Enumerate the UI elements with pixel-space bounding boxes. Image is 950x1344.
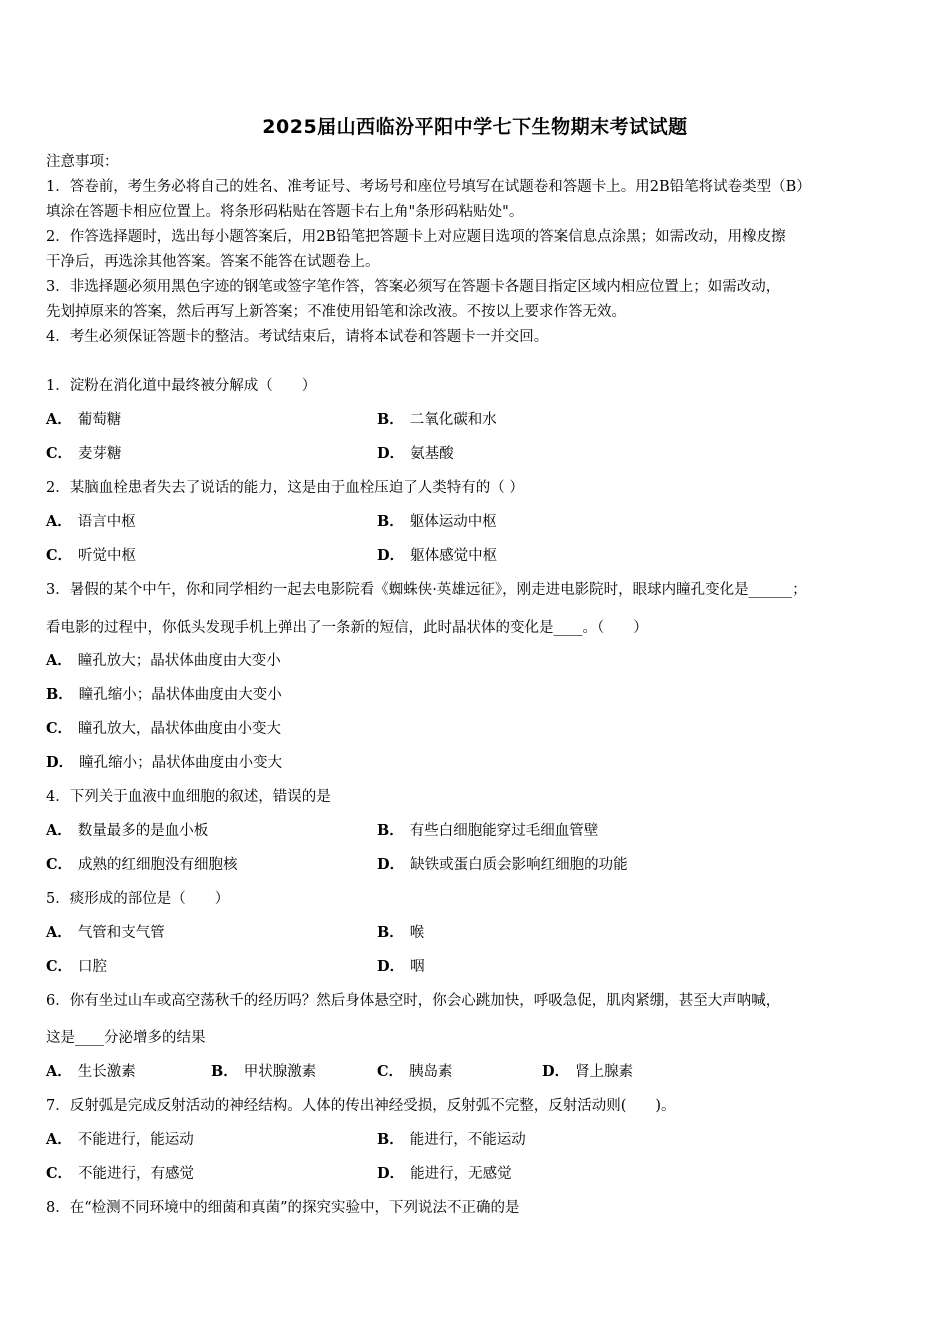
question-stem: 1．淀粉在消化道中最终被分解成（ ） xyxy=(46,378,317,394)
option-c: C． 不能进行，有感觉 xyxy=(46,1165,195,1182)
option-b: B． 躯体运动中枢 xyxy=(377,513,497,530)
option-c: C． 口腔 xyxy=(46,958,108,975)
question-stem: 4．下列关于血液中血细胞的叙述，错误的是 xyxy=(46,789,331,805)
option-a: A． 语言中枢 xyxy=(46,513,136,530)
question-stem: 7．反射弧是完成反射活动的神经结构。人体的传出神经受损，反射弧不完整，反射活动则( )。 xyxy=(46,1098,676,1114)
option-a: A． 葡萄糖 xyxy=(46,411,122,428)
notice-line: 3．非选择题必须用黑色字迹的钢笔或签字笔作答，答案必须写在答题卡各题目指定区域内相应位置上；如需改动， xyxy=(46,279,781,295)
option-d: D． 氨基酸 xyxy=(377,445,454,462)
option-d: D． 能进行，无感觉 xyxy=(377,1165,512,1182)
option-b: B． 瞳孔缩小；晶状体曲度由大变小 xyxy=(46,686,282,703)
question-stem-continued: 这是____分泌增多的结果 xyxy=(46,1030,206,1046)
question-stem: 8．在“检测不同环境中的细菌和真菌”的探究实验中，下列说法不正确的是 xyxy=(46,1200,520,1216)
option-d: D． 缺铁或蛋白质会影响红细胞的功能 xyxy=(377,856,628,873)
notice-line: 先划掉原来的答案，然后再写上新答案；不准使用铅笔和涂改液。不按以上要求作答无效。 xyxy=(46,304,626,320)
option-c: C． 胰岛素 xyxy=(377,1063,453,1080)
option-b: B． 喉 xyxy=(377,924,425,941)
option-c: C． 听觉中枢 xyxy=(46,547,137,564)
option-a: A． 生长激素 xyxy=(46,1063,136,1080)
question-stem-continued: 看电影的过程中，你低头发现手机上弹出了一条新的短信，此时晶状体的变化是____。（ ） xyxy=(46,620,648,636)
notice-line: 填涂在答题卡相应位置上。将条形码粘贴在答题卡右上角"条形码粘贴处"。 xyxy=(46,204,524,220)
option-c: C． 瞳孔放大，晶状体曲度由小变大 xyxy=(46,720,282,737)
option-c: C． 麦芽糖 xyxy=(46,445,122,462)
option-d: D． 咽 xyxy=(377,958,425,975)
option-b: B． 二氧化碳和水 xyxy=(377,411,497,428)
option-d: D． 躯体感觉中枢 xyxy=(377,547,498,564)
option-a: A． 瞳孔放大；晶状体曲度由大变小 xyxy=(46,652,281,669)
question-stem: 5．痰形成的部位是（ ） xyxy=(46,891,230,907)
option-d: D． 瞳孔缩小；晶状体曲度由小变大 xyxy=(46,754,283,771)
option-a: A． 数量最多的是血小板 xyxy=(46,822,209,839)
question-stem: 6．你有坐过山车或高空荡秋千的经历吗？然后身体悬空时，你会心跳加快，呼吸急促，肌肉紧绷，甚至大声呐喊， xyxy=(46,993,781,1009)
option-b: B． 甲状腺激素 xyxy=(211,1063,317,1080)
question-stem: 3．暑假的某个中午，你和同学相约一起去电影院看《蜘蛛侠·英雄远征》，刚走进电影院时，眼球内瞳孔变化是______； xyxy=(46,582,807,598)
page-title: 2025届山西临汾平阳中学七下生物期末考试试题 xyxy=(262,116,688,138)
option-a: A． 不能进行，能运动 xyxy=(46,1131,194,1148)
notice-line: 4．考生必须保证答题卡的整洁。考试结束后，请将本试卷和答题卡一并交回。 xyxy=(46,329,549,345)
option-a: A． 气管和支气管 xyxy=(46,924,165,941)
notice-heading: 注意事项： xyxy=(46,154,119,170)
notice-line: 2．作答选择题时，选出每小题答案后，用2B铅笔把答题卡上对应题目选项的答案信息点涂黑；如需改动，用橡皮擦 xyxy=(46,229,786,245)
option-b: B． 能进行，不能运动 xyxy=(377,1131,526,1148)
option-b: B． 有些白细胞能穿过毛细血管壁 xyxy=(377,822,599,839)
notice-line: 干净后，再选涂其他答案。答案不能答在试题卷上。 xyxy=(46,254,380,270)
question-stem: 2．某脑血栓患者失去了说话的能力，这是由于血栓压迫了人类特有的（ ） xyxy=(46,480,524,496)
option-c: C． 成熟的红细胞没有细胞核 xyxy=(46,856,238,873)
option-d: D． 肾上腺素 xyxy=(542,1063,634,1080)
notice-line: 1．答卷前，考生务必将自己的姓名、准考证号、考场号和座位号填写在试题卷和答题卡上。用2B铅笔将试卷类型（B） xyxy=(46,179,811,195)
